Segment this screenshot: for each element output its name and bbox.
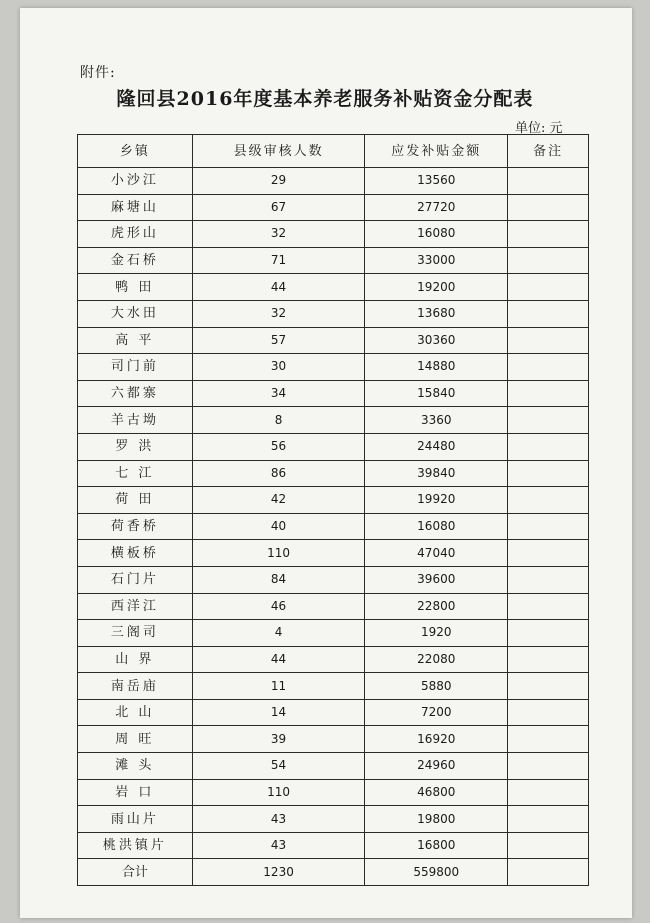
town-cell: 荷 田: [78, 487, 193, 514]
note-cell: [508, 673, 589, 700]
table-row: [78, 593, 589, 620]
count-cell: 42: [192, 487, 365, 514]
note-cell: [508, 513, 589, 540]
count-cell: 46: [192, 593, 365, 620]
town-cell: 鸭 田: [78, 274, 193, 301]
note-cell: [508, 168, 589, 195]
count-cell: 67: [192, 194, 365, 221]
table-row: [78, 753, 589, 780]
count-cell: 14: [192, 699, 365, 726]
note-cell: [508, 327, 589, 354]
town-cell: 小沙江: [78, 168, 193, 195]
column-header-count: 县级审核人数: [192, 135, 365, 168]
note-cell: [508, 380, 589, 407]
amount-cell: 19200: [365, 274, 508, 301]
table-row: [78, 247, 589, 274]
table-header-row: [78, 135, 589, 168]
amount-cell: 1920: [365, 620, 508, 647]
amount-cell: 13680: [365, 300, 508, 327]
amount-cell: 46800: [365, 779, 508, 806]
attachment-label: 附件:: [80, 65, 116, 81]
count-cell: 32: [192, 221, 365, 248]
amount-cell: 7200: [365, 699, 508, 726]
town-cell: 北 山: [78, 699, 193, 726]
count-cell: 11: [192, 673, 365, 700]
note-cell: [508, 593, 589, 620]
note-cell: [508, 646, 589, 673]
count-cell: 43: [192, 806, 365, 833]
table-row: [78, 194, 589, 221]
note-cell: [508, 354, 589, 381]
town-cell: 南岳庙: [78, 673, 193, 700]
town-cell: 司门前: [78, 354, 193, 381]
note-cell: [508, 194, 589, 221]
town-cell: 滩 头: [78, 753, 193, 780]
town-cell: 雨山片: [78, 806, 193, 833]
allocation-table: [77, 134, 589, 886]
table-row: [78, 221, 589, 248]
town-cell: 虎形山: [78, 221, 193, 248]
table-row: [78, 646, 589, 673]
unit-label: 单位: 元: [515, 121, 563, 136]
table-row: [78, 513, 589, 540]
table-row: [78, 487, 589, 514]
count-cell: 34: [192, 380, 365, 407]
table-row: [78, 806, 589, 833]
table-row: [78, 380, 589, 407]
note-cell: [508, 620, 589, 647]
table-row: [78, 300, 589, 327]
note-cell: [508, 460, 589, 487]
amount-cell: 19800: [365, 806, 508, 833]
table-row: [78, 407, 589, 434]
column-header-note: 备注: [508, 135, 589, 168]
amount-cell: 30360: [365, 327, 508, 354]
town-cell: 西洋江: [78, 593, 193, 620]
table-row: [78, 433, 589, 460]
table-row: [78, 540, 589, 567]
amount-cell: 16080: [365, 513, 508, 540]
count-cell: 84: [192, 566, 365, 593]
amount-cell: 19920: [365, 487, 508, 514]
note-cell: [508, 540, 589, 567]
count-cell: 43: [192, 832, 365, 859]
amount-cell: 16800: [365, 832, 508, 859]
note-cell: [508, 753, 589, 780]
town-cell: 桃洪镇片: [78, 832, 193, 859]
amount-cell: 3360: [365, 407, 508, 434]
town-cell: 三阁司: [78, 620, 193, 647]
table-row: [78, 673, 589, 700]
town-cell: 高 平: [78, 327, 193, 354]
amount-cell: 5880: [365, 673, 508, 700]
note-cell: [508, 699, 589, 726]
table-row: [78, 832, 589, 859]
table-row: [78, 460, 589, 487]
note-cell: [508, 433, 589, 460]
note-cell: [508, 806, 589, 833]
amount-cell: 13560: [365, 168, 508, 195]
count-cell: 44: [192, 646, 365, 673]
town-cell: 周 旺: [78, 726, 193, 753]
note-cell: [508, 832, 589, 859]
amount-cell: 22800: [365, 593, 508, 620]
note-cell: [508, 566, 589, 593]
town-cell: 大水田: [78, 300, 193, 327]
town-cell: 岩 口: [78, 779, 193, 806]
table-row: [78, 274, 589, 301]
total-count: 1230: [192, 859, 365, 886]
amount-cell: 15840: [365, 380, 508, 407]
count-cell: 39: [192, 726, 365, 753]
count-cell: 110: [192, 540, 365, 567]
town-cell: 麻塘山: [78, 194, 193, 221]
amount-cell: 22080: [365, 646, 508, 673]
count-cell: 110: [192, 779, 365, 806]
count-cell: 8: [192, 407, 365, 434]
count-cell: 29: [192, 168, 365, 195]
note-cell: [508, 779, 589, 806]
column-header-town: 乡镇: [78, 135, 193, 168]
amount-cell: 24960: [365, 753, 508, 780]
town-cell: 荷香桥: [78, 513, 193, 540]
table-row: [78, 566, 589, 593]
town-cell: 羊古坳: [78, 407, 193, 434]
town-cell: 横板桥: [78, 540, 193, 567]
table-row: [78, 699, 589, 726]
amount-cell: 27720: [365, 194, 508, 221]
note-cell: [508, 274, 589, 301]
count-cell: 40: [192, 513, 365, 540]
amount-cell: 39840: [365, 460, 508, 487]
note-cell: [508, 726, 589, 753]
table-row: [78, 726, 589, 753]
count-cell: 30: [192, 354, 365, 381]
town-cell: 七 江: [78, 460, 193, 487]
total-amount: 559800: [365, 859, 508, 886]
amount-cell: 16920: [365, 726, 508, 753]
amount-cell: 24480: [365, 433, 508, 460]
amount-cell: 33000: [365, 247, 508, 274]
note-cell: [508, 247, 589, 274]
town-cell: 山 界: [78, 646, 193, 673]
table-row: [78, 620, 589, 647]
town-cell: 罗 洪: [78, 433, 193, 460]
table-row: [78, 779, 589, 806]
total-note: [508, 859, 589, 886]
amount-cell: 14880: [365, 354, 508, 381]
count-cell: 32: [192, 300, 365, 327]
total-row: [78, 859, 589, 886]
count-cell: 4: [192, 620, 365, 647]
count-cell: 54: [192, 753, 365, 780]
count-cell: 57: [192, 327, 365, 354]
amount-cell: 47040: [365, 540, 508, 567]
count-cell: 56: [192, 433, 365, 460]
note-cell: [508, 487, 589, 514]
total-label: 合计: [78, 859, 193, 886]
count-cell: 71: [192, 247, 365, 274]
table-row: [78, 354, 589, 381]
page-title: 隆回县2016年度基本养老服务补贴资金分配表: [116, 88, 534, 110]
table-row: [78, 168, 589, 195]
table-row: [78, 327, 589, 354]
column-header-amount: 应发补贴金额: [365, 135, 508, 168]
note-cell: [508, 221, 589, 248]
count-cell: 86: [192, 460, 365, 487]
town-cell: 金石桥: [78, 247, 193, 274]
count-cell: 44: [192, 274, 365, 301]
amount-cell: 39600: [365, 566, 508, 593]
town-cell: 石门片: [78, 566, 193, 593]
town-cell: 六都寨: [78, 380, 193, 407]
note-cell: [508, 407, 589, 434]
note-cell: [508, 300, 589, 327]
amount-cell: 16080: [365, 221, 508, 248]
